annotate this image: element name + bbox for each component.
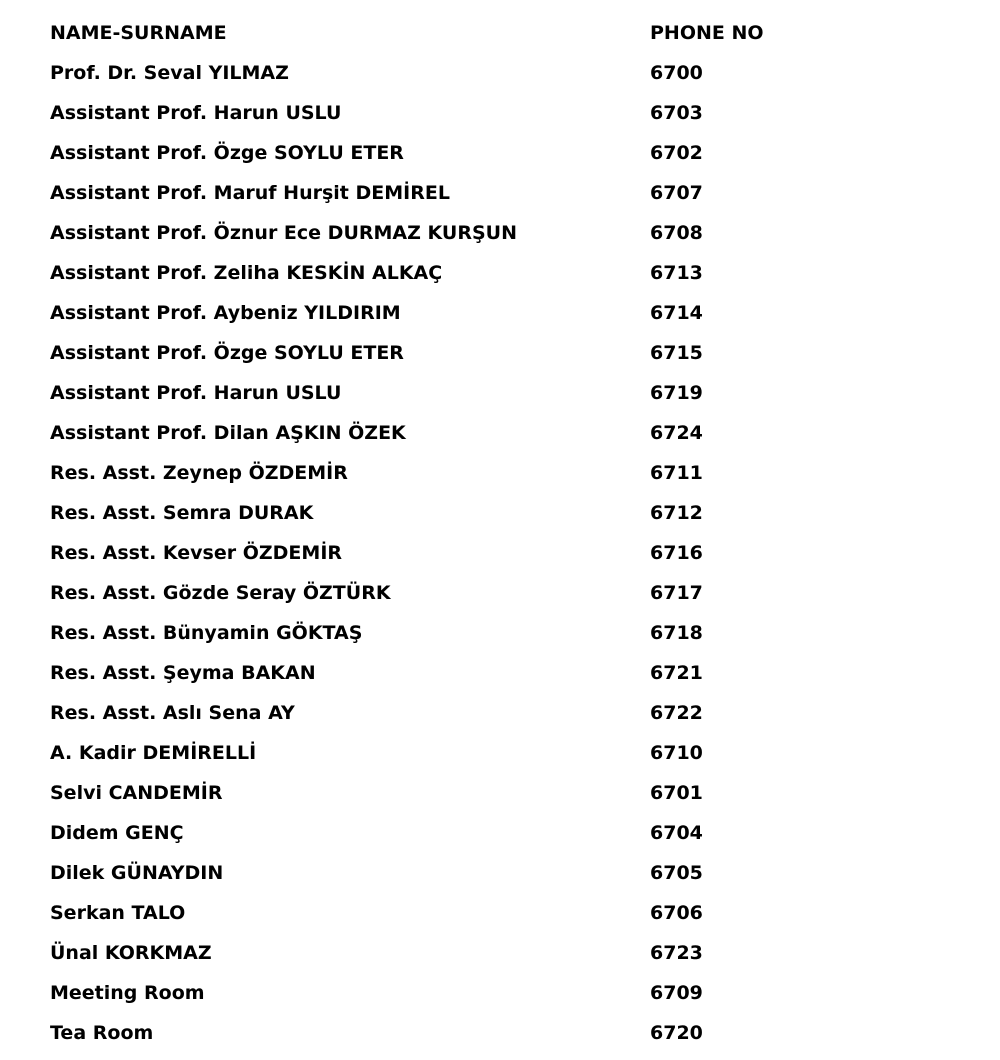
phone-number: 6715 <box>650 342 703 364</box>
person-name: Assistant Prof. Özge SOYLU ETER <box>50 142 404 164</box>
person-name: Assistant Prof. Zeliha KESKİN ALKAÇ <box>50 262 443 284</box>
phone-number: 6721 <box>650 662 703 684</box>
person-name: Res. Asst. Semra DURAK <box>50 502 314 524</box>
list-item <box>0 613 1000 653</box>
list-item <box>0 893 1000 933</box>
phone-number: 6711 <box>650 462 703 484</box>
person-name: Res. Asst. Zeynep ÖZDEMİR <box>50 462 348 484</box>
phone-number: 6702 <box>650 142 703 164</box>
phone-number: 6707 <box>650 182 703 204</box>
list-item <box>0 653 1000 693</box>
header-row <box>0 13 1000 53</box>
name-column-header: NAME-SURNAME <box>50 22 227 44</box>
phone-number: 6716 <box>650 542 703 564</box>
phone-number: 6708 <box>650 222 703 244</box>
list-item <box>0 773 1000 813</box>
person-name: Selvi CANDEMİR <box>50 782 223 804</box>
list-item <box>0 573 1000 613</box>
person-name: Res. Asst. Aslı Sena AY <box>50 702 295 724</box>
list-item <box>0 333 1000 373</box>
list-item <box>0 413 1000 453</box>
person-name: Didem GENÇ <box>50 822 184 844</box>
person-name: Res. Asst. Bünyamin GÖKTAŞ <box>50 622 363 644</box>
list-item <box>0 453 1000 493</box>
list-item <box>0 293 1000 333</box>
person-name: Assistant Prof. Özge SOYLU ETER <box>50 342 404 364</box>
phone-number: 6717 <box>650 582 703 604</box>
list-item <box>0 973 1000 1013</box>
phone-number: 6720 <box>650 1022 703 1044</box>
list-item <box>0 693 1000 733</box>
list-item <box>0 1013 1000 1053</box>
list-item <box>0 853 1000 893</box>
person-name: Res. Asst. Gözde Seray ÖZTÜRK <box>50 582 391 604</box>
phone-number: 6723 <box>650 942 703 964</box>
list-item <box>0 133 1000 173</box>
phone-number: 6701 <box>650 782 703 804</box>
list-item <box>0 213 1000 253</box>
person-name: Serkan TALO <box>50 902 186 924</box>
list-item <box>0 93 1000 133</box>
phone-number: 6719 <box>650 382 703 404</box>
person-name: Assistant Prof. Dilan AŞKIN ÖZEK <box>50 422 406 444</box>
person-name: Res. Asst. Kevser ÖZDEMİR <box>50 542 343 564</box>
person-name: Dilek GÜNAYDIN <box>50 862 224 884</box>
person-name: Assistant Prof. Harun USLU <box>50 382 342 404</box>
person-name: Ünal KORKMAZ <box>50 942 212 964</box>
person-name: Assistant Prof. Harun USLU <box>50 102 342 124</box>
list-item <box>0 933 1000 973</box>
phone-number: 6700 <box>650 62 703 84</box>
phone-number: 6722 <box>650 702 703 724</box>
list-item <box>0 173 1000 213</box>
person-name: Prof. Dr. Seval YILMAZ <box>50 62 289 84</box>
phone-column-header: PHONE NO <box>650 22 764 44</box>
phone-number: 6706 <box>650 902 703 924</box>
phone-number: 6718 <box>650 622 703 644</box>
phone-number: 6709 <box>650 982 703 1004</box>
list-item <box>0 493 1000 533</box>
phone-number: 6712 <box>650 502 703 524</box>
person-name: Assistant Prof. Maruf Hurşit DEMİREL <box>50 182 450 204</box>
phone-number: 6713 <box>650 262 703 284</box>
room-name: Tea Room <box>50 1022 154 1044</box>
phone-number: 6705 <box>650 862 703 884</box>
list-item <box>0 253 1000 293</box>
list-item <box>0 533 1000 573</box>
person-name: Res. Asst. Şeyma BAKAN <box>50 662 316 684</box>
list-item <box>0 373 1000 413</box>
list-item <box>0 53 1000 93</box>
person-name: Assistant Prof. Aybeniz YILDIRIM <box>50 302 401 324</box>
person-name: A. Kadir DEMİRELLİ <box>50 742 257 764</box>
phone-number: 6710 <box>650 742 703 764</box>
phone-number: 6704 <box>650 822 703 844</box>
room-name: Meeting Room <box>50 982 205 1004</box>
phone-number: 6714 <box>650 302 703 324</box>
list-item <box>0 733 1000 773</box>
phone-number: 6703 <box>650 102 703 124</box>
phone-number: 6724 <box>650 422 703 444</box>
person-name: Assistant Prof. Öznur Ece DURMAZ KURŞUN <box>50 222 517 244</box>
list-item <box>0 813 1000 853</box>
